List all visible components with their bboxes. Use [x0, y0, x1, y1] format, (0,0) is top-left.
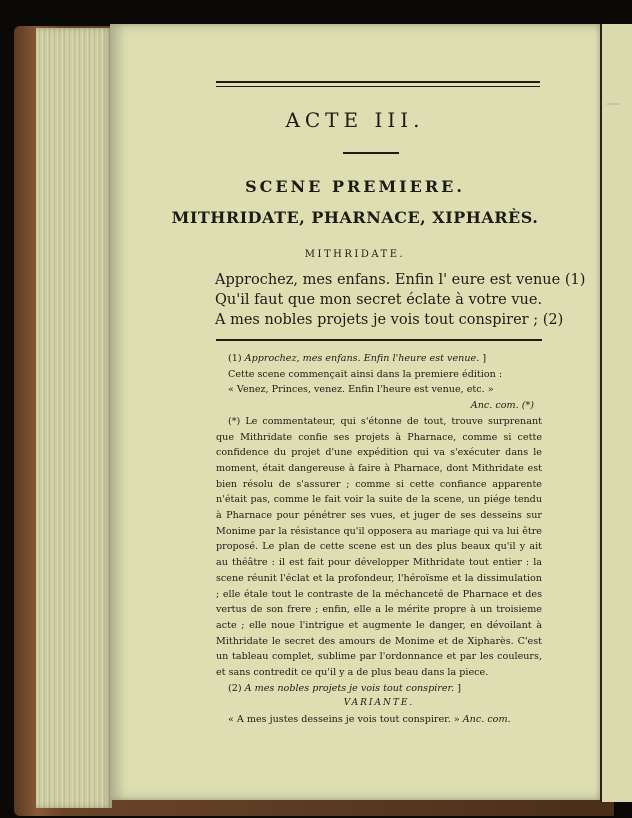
variante-line: « A mes justes desseins je vois tout conspirer. » Anc. com. [228, 714, 511, 726]
verse-line-1: Approchez, mes enfans. Enfin l' eure est venue (1) [215, 272, 586, 288]
page-edges-left [36, 28, 112, 808]
note-2-header: (2) A mes nobles projets je vois tout conspirer. ] [228, 682, 461, 694]
book-page [110, 24, 600, 800]
note-1-header: (1) Approchez, mes enfans. Enfin l'heure est venue. ] [228, 353, 487, 364]
header-double-rule [216, 81, 540, 87]
scene-title: SCENE PREMIERE. [245, 177, 465, 196]
commentary-paragraph: (*) Le commentateur, qui s'étonne de tout, trouve surprenant que Mithridate confie ses projets à Pharnace, comme si cette confidence du projet d'une expédition qui va s'exécuter dans le moment, était dangereuse à faire à Pharnace, dont Mithridate est bien résolu de s'assurer ; comme si cette confiance apparente n'était pas, comme le fait voir la suite de la scene, un piége tendu à Pharnace pour pénétrer ses vues, et juger de ses desseins sur Monime par la résistance qu'il opposera au mariage qui va lui être proposé. Le plan de cette scene est un des plus beaux qu'il y ait au théâtre : il est fait pour développer Mithridate tout entier : la scene réunit l'éclat et la profondeur, l'héroïsme et la dissimulation ; elle étale tout le contraste de la méchanceté de Pharnace et des vertus de son frere ; enfin, elle a le mérite propre à un troisieme acte ; elle noue l'intrigue et augmente le danger, en dévoilant à Mithridate le secret des amours de Monime et de Xipharès. C'est un tableau complet, sublime par l'ordonnance et par les couleurs, et sans contredit ce qu'il y a de plus beau dans la piece. [216, 415, 542, 679]
speaker-name: MITHRIDATE. [304, 249, 406, 260]
note-2-quote: A mes nobles projets je vois tout conspirer. [244, 682, 455, 694]
variante-source: Anc. com. [462, 714, 511, 726]
footnotes [216, 351, 542, 728]
verse-line-3: A mes nobles projets je vois tout conspirer ; (2) [215, 312, 564, 328]
footnote-separator [216, 339, 542, 341]
variante-label: VARIANTE. [343, 698, 415, 709]
note-1-source: Anc. com. (*) [470, 400, 534, 412]
note-1-text: Cette scene commençait ainsi dans la premiere édition : [228, 368, 503, 380]
note-1-quote: Approchez, mes enfans. Enfin l'heure est venue. [244, 353, 480, 364]
characters-line: MITHRIDATE, PHARNACE, XIPHARÈS. [171, 208, 539, 227]
act-title: ACTE III. [285, 108, 425, 132]
note-1-variant: « Venez, Princes, venez. Enfin l'heure est venue, etc. » [228, 384, 494, 396]
verse-line-2: Qu'il faut que mon secret éclate à votre vue. [215, 292, 543, 308]
act-underline [343, 152, 399, 154]
facing-page-edge: — [600, 24, 632, 802]
